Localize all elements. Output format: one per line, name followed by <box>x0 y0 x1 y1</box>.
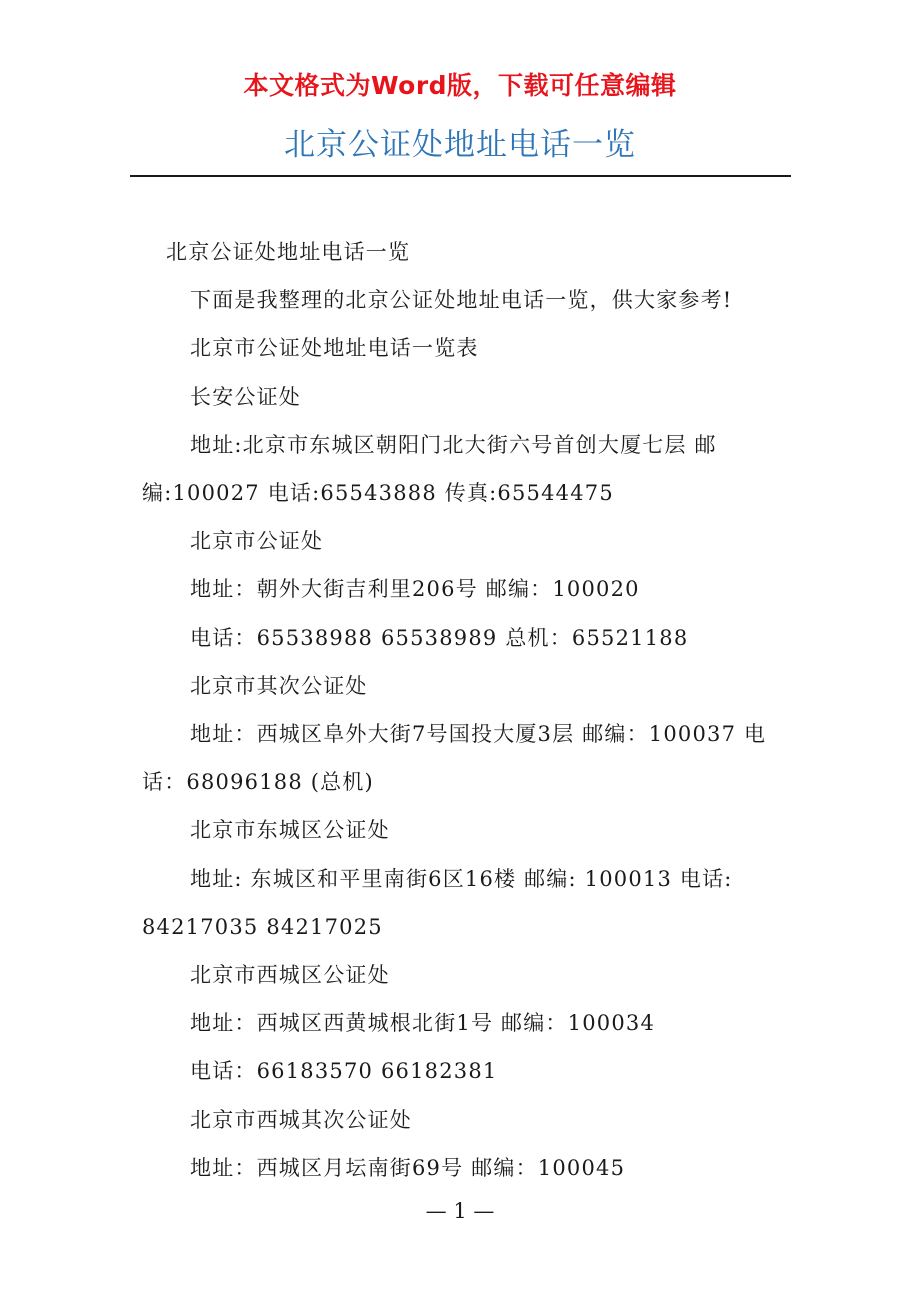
office-address: 地址：西城区西黄城根北街1号 邮编：100034 <box>190 1011 655 1036</box>
document-body <box>142 228 782 1192</box>
office-name: 北京市东城区公证处 <box>190 818 390 843</box>
page-number: — 1 — <box>425 1199 495 1223</box>
office-name: 北京市西城区公证处 <box>190 963 390 988</box>
paragraph-intro: 下面是我整理的北京公证处地址电话一览，供大家参考! <box>190 288 733 313</box>
office-phone: 电话：66183570 66182381 <box>190 1059 498 1084</box>
download-banner: 本文格式为Word版，下载可任意编辑 <box>243 71 677 100</box>
paragraph-list-title: 北京市公证处地址电话一览表 <box>190 336 479 361</box>
office-name: 北京市公证处 <box>190 529 324 554</box>
office-address: 地址：西城区月坛南街69号 邮编：100045 <box>190 1155 626 1180</box>
office-details: 地址：西城区阜外大街7号国投大厦3层 邮编：100037 电话：68096188 (总机) <box>142 722 767 795</box>
office-phone: 电话：65538988 65538989 总机：65521188 <box>190 625 689 650</box>
title-divider <box>130 175 791 177</box>
office-address: 地址：朝外大街吉利里206号 邮编：100020 <box>190 577 640 602</box>
document-title: 北京公证处地址电话一览 <box>284 127 636 163</box>
office-details: 地址:北京市东城区朝阳门北大街六号首创大厦七层 邮编:100027 电话:65543888 传真:65544475 <box>142 432 717 506</box>
office-details: 地址: 东城区和平里南街6区16楼 邮编: 100013 电话: 84217035 84217025 <box>142 866 733 939</box>
office-name: 北京市西城其次公证处 <box>190 1107 412 1132</box>
office-name: 北京市其次公证处 <box>190 673 368 698</box>
paragraph-heading: 北京公证处地址电话一览 <box>166 240 411 264</box>
office-name: 长安公证处 <box>190 384 301 409</box>
